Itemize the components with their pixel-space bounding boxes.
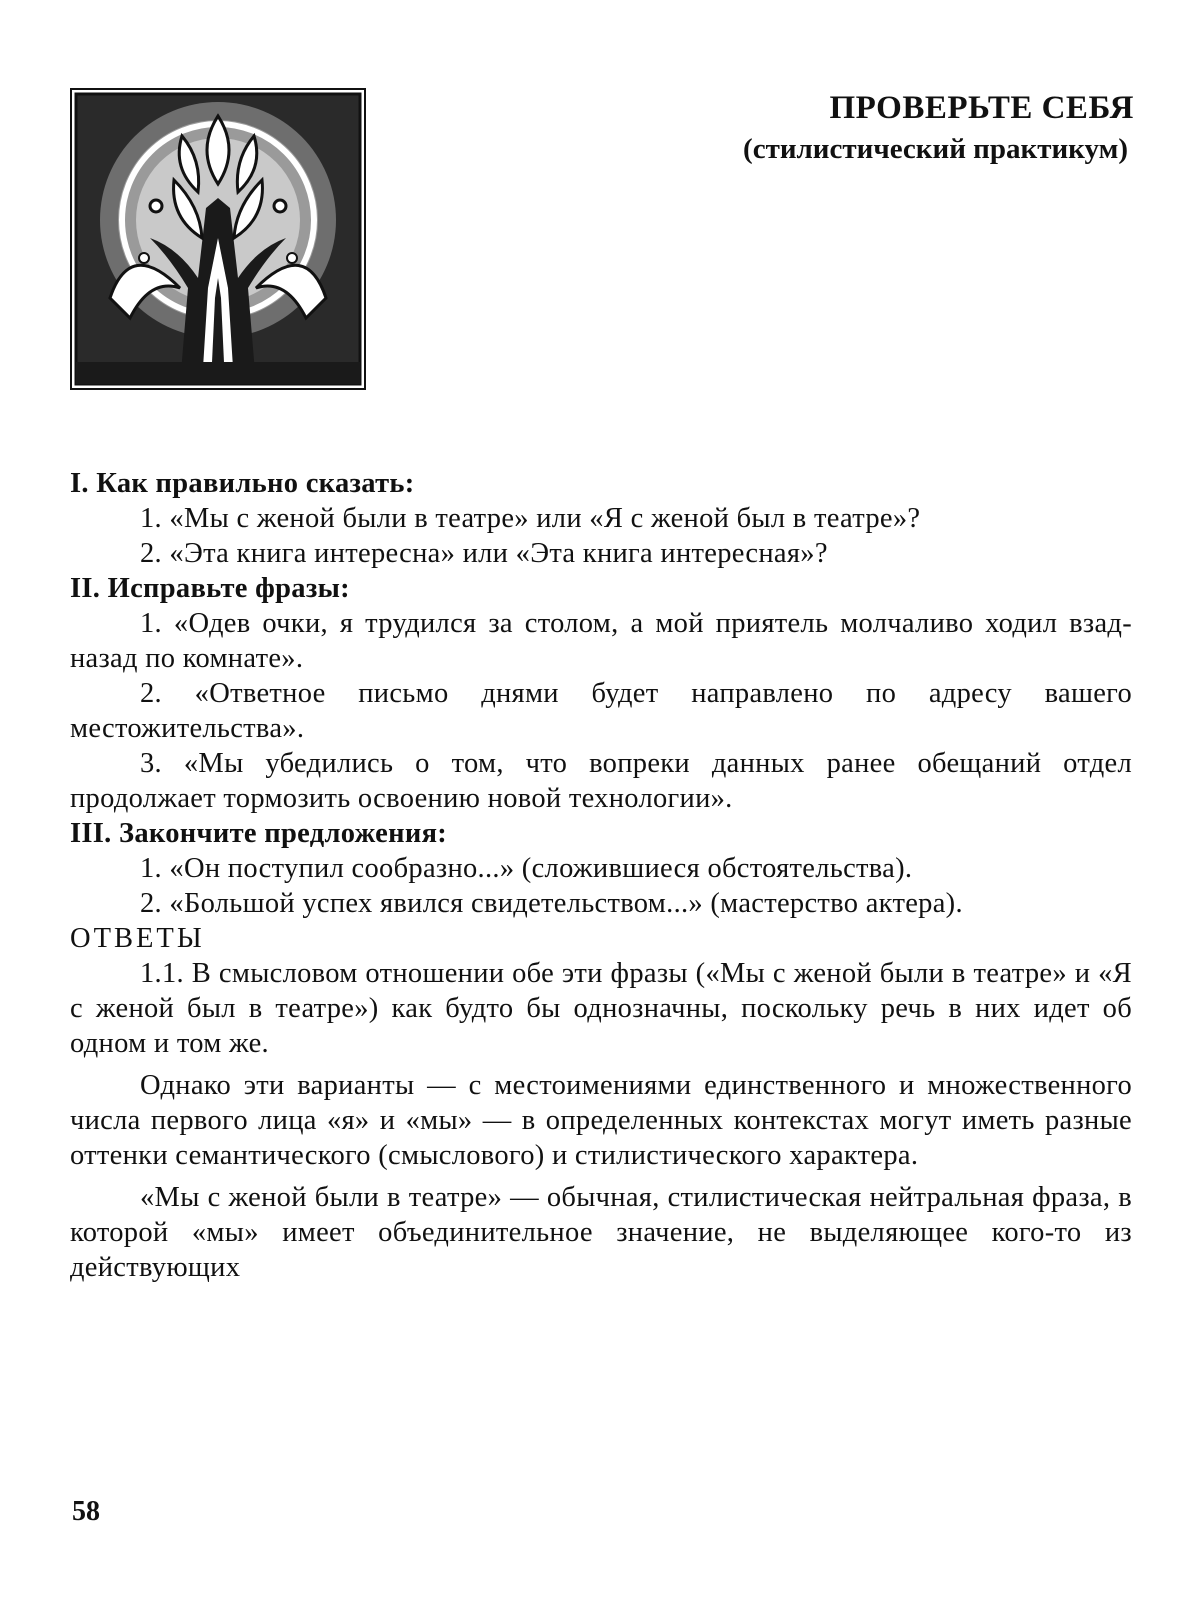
section-3-title: III. Закончите предложения: — [70, 818, 448, 849]
tulip-tree-emblem-icon — [70, 88, 366, 390]
exercise-text — [70, 466, 1132, 1285]
section-2-title: II. Исправьте фразы: — [70, 573, 350, 604]
section-1-title: I. Как правильно сказать: — [70, 468, 415, 499]
section-2-item-2: 2. «Ответное письмо днями будет направлено по адресу вашего местожительства». — [70, 678, 1132, 744]
page-number: 58 — [72, 1496, 100, 1527]
answer-paragraph: «Мы с женой были в театре» — обычная, стилистическая нейтральная фраза, в которой «мы» имеет объединительное значение, не выделяющее кого-то из действующих — [70, 1182, 1132, 1283]
answer-paragraph: Однако эти варианты — с местоимениями единственного и множественного числа первого лица «я» и «мы» — в определенных контекстах могут иметь разные оттенки семантического (смыслового) и стилистического характера. — [70, 1070, 1132, 1171]
page-subtitle: (стилистический практикум) — [743, 133, 1128, 165]
section-3-item-1: 1. «Он поступил сообразно...» (сложившиеся обстоятельства). — [140, 853, 913, 884]
answers-title: ОТВЕТЫ — [70, 923, 205, 954]
page-title: ПРОВЕРЬТЕ СЕБЯ — [829, 90, 1134, 126]
section-2-item-1: 1. «Одев очки, я трудился за столом, а мой приятель молчаливо ходил взад-назад по комнате». — [70, 608, 1132, 674]
answer-paragraph: 1.1. В смысловом отношении обе эти фразы («Мы с женой были в театре» и «Я с женой был в театре») как будто бы однозначны, поскольку речь в них идет об одном и том же. — [70, 958, 1132, 1059]
section-1-item-2: 2. «Эта книга интересна» или «Эта книга интересная»? — [140, 538, 828, 569]
page-heading — [574, 88, 1134, 168]
section-2-item-3: 3. «Мы убедились о том, что вопреки данных ранее обещаний отдел продолжает тормозить освоению новой технологии». — [70, 748, 1132, 814]
section-3-item-2: 2. «Большой успех явился свидетельством...» (мастерство актера). — [140, 888, 963, 919]
section-1-item-1: 1. «Мы с женой были в театре» или «Я с женой был в театре»? — [140, 503, 921, 534]
